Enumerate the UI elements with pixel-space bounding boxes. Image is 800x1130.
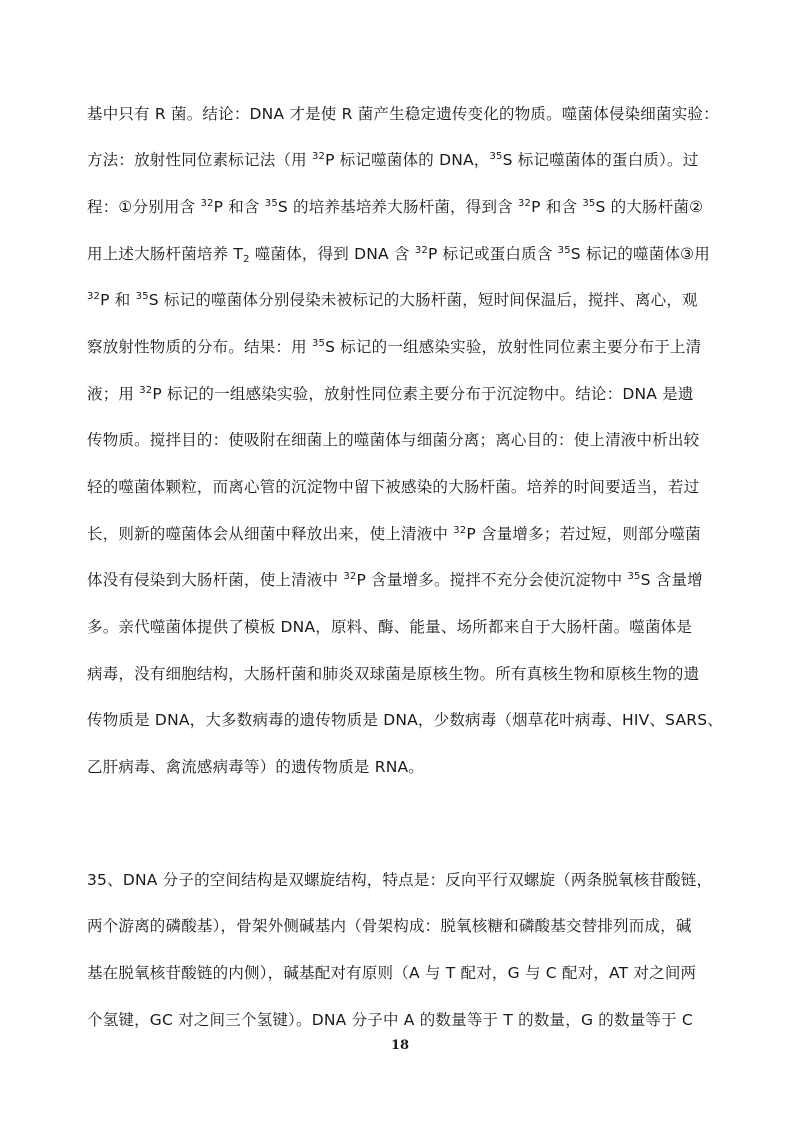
superscript: 35	[489, 151, 503, 162]
text-line: 传物质。搅拌目的：使吸附在细菌上的噬菌体与细菌分离；离心目的：使上清液中析出较	[87, 431, 700, 449]
text-line: $^{32}$P 和 $^{35}$S 标记的噬菌体分别侵染未被标记的大肠杆菌，短时间保温后，搅拌、离心，观	[87, 291, 698, 309]
superscript: 32	[311, 151, 326, 162]
text-line: 35、DNA 分子的空间结构是双螺旋结构，特点是：反向平行双螺旋（两条脱氧核苷酸链，	[87, 871, 713, 889]
text-line: 病毒，没有细胞结构，大肠杆菌和肺炎双球菌是原核生物。所有真核生物和原核生物的遗	[87, 665, 700, 683]
superscript: 32	[200, 198, 214, 209]
text-line: 多。亲代噬菌体提供了模板 DNA，原料、酶、能量、场所都来自于大肠杆菌。噬菌体是	[87, 618, 693, 636]
text-line: 基在脱氧核苷酸链的内侧），碱基配对有原则（A 与 T 配对，G 与 C 配对，AT 对之间两	[87, 964, 697, 982]
text-line: 方法：放射性同位素标记法（用 $^{32}$P 标记噬菌体的 DNA，$^{35}$S 标记噬菌体的蛋白质）。过	[87, 151, 699, 169]
superscript: 35	[264, 198, 278, 209]
text-line: 体没有侵染到大肠杆菌，使上清液中 $^{32}$P 含量增多。搅拌不充分会使沉淀物中 $^{35}$S 含量增	[87, 571, 703, 589]
text-line: 用上述大肠杆菌培养 $T_2$ 噬菌体，得到 DNA 含 $^{32}$P 标记或蛋白质含 $^{35}$S 标记的噬菌体③用	[87, 245, 710, 265]
text-line: 个氢键，GC 对之间三个氢键）。DNA 分子中 A 的数量等于 T 的数量，G 的数量等于 C	[87, 1011, 693, 1029]
text-line: 察放射性物质的分布。结果：用 $^{35}$S 标记的一组感染实验，放射性同位素主要分布于上清	[87, 338, 702, 356]
superscript: 35	[627, 571, 641, 582]
superscript: 35	[557, 245, 571, 256]
superscript: 35	[311, 338, 326, 349]
superscript: 32	[414, 245, 428, 256]
text-line: 轻的噬菌体颗粒，而离心管的沉淀物中留下被感染的大肠杆菌。培养的时间要适当，若过	[87, 478, 700, 496]
superscript: 35	[135, 291, 149, 302]
text-line: 基中只有 R 菌。结论：DNA 才是使 R 菌产生稳定遗传变化的物质。噬菌体侵染细菌实验：	[87, 105, 719, 123]
superscript: 32	[453, 525, 467, 536]
subscript: 2	[243, 254, 250, 265]
text-line: 长，则新的噬菌体会从细菌中释放出来，使上清液中 $^{32}$P 含量增多；若过短，则部分噬菌	[87, 525, 701, 543]
text-line: 乙肝病毒、禽流感病毒等）的遗传物质是 RNA。	[87, 758, 424, 776]
text-line: 程：①分别用含 $^{32}$P 和含 $^{35}$S 的培养基培养大肠杆菌，得到含 $^{32}$P 和含 $^{35}$S 的大肠杆菌②	[87, 198, 704, 216]
superscript: 32	[87, 291, 101, 302]
page-number: 18	[390, 1038, 410, 1053]
superscript: 32	[518, 198, 532, 209]
superscript: 32	[343, 571, 357, 582]
text-line: 传物质是 DNA，大多数病毒的遗传物质是 DNA，少数病毒（烟草花叶病毒、HIV、SARS、	[87, 711, 723, 729]
text-line: 两个游离的磷酸基），骨架外侧碱基内（骨架构成：脱氧核糖和磷酸基交替排列而成，碱	[87, 917, 692, 935]
superscript: 35	[582, 198, 596, 209]
superscript: 32	[139, 385, 153, 396]
text-line: 液；用 $^{32}$P 标记的一组感染实验，放射性同位素主要分布于沉淀物中。结论：DNA 是遗	[87, 385, 694, 403]
